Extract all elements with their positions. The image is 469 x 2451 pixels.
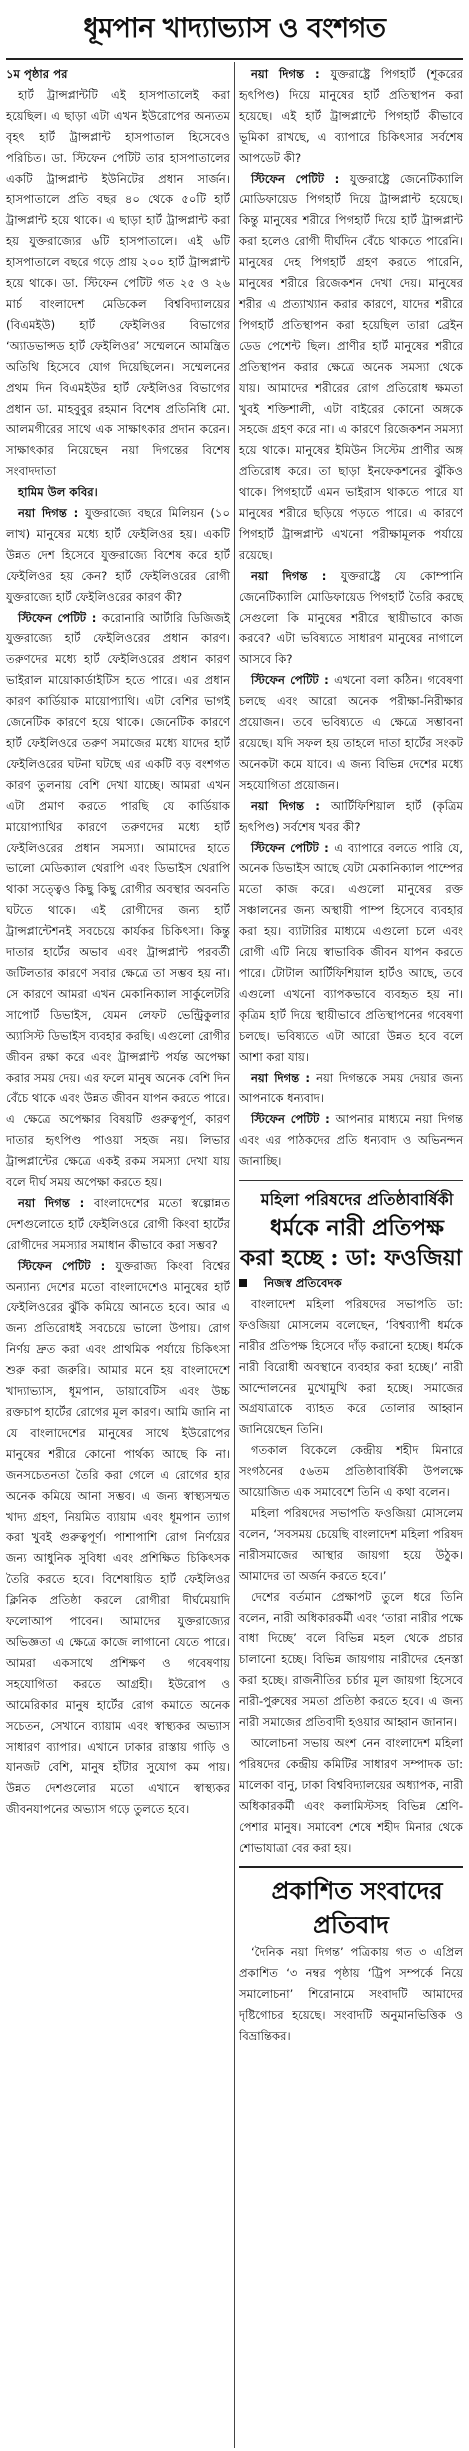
column-divider	[234, 62, 235, 2448]
qa-paragraph	[239, 670, 463, 795]
speaker-label: স্টিফেন পেটিট	[251, 673, 319, 688]
article-kicker: মহিলা পরিষদের প্রতিষ্ঠাবার্ষিকী	[260, 1190, 454, 1210]
speaker-separator: :	[304, 798, 331, 813]
speaker-text: যুক্তরাষ্ট্রে যে কোম্পানি জেনেটিক্যালি মোডিফায়েড পিগহার্ট তৈরি করছে সেগুলো কি মানুষের শরীরে স্থায়ীভাবে কাজ করবে? এটা ভবিষ্যতে সাধারণ মানুষের নাগালে আসবে কি?	[239, 568, 463, 667]
speaker-separator: :	[318, 673, 335, 688]
qa-paragraph	[6, 503, 230, 608]
qa-paragraph	[239, 169, 463, 566]
paragraph: দেশের বর্তমান প্রেক্ষাপট তুলে ধরে তিনি বলেন, নারী অধিকারকর্মী এবং ‘তারা নারীর পক্ষে বাধা দিচ্ছে’ বলে বিভিন্ন মহল থেকে প্রচার চালানো হচ্ছে। বিভিন্ন জায়গায় নারীদের হেনস্তা করা হচ্ছে। রাজনীতির চর্চার মূল জায়গা হিসেবে নারী-পুরুষের সমতা প্রতিষ্ঠা করতে হবে। এ জন্য নারী সমাজের প্রতিবাদী হওয়ার আহ্বান জানান।	[239, 1589, 463, 1730]
speaker-text: আপনার মাধ্যমে নয়া দিগন্ত এবং এর পাঠকদের প্রতি ধন্যবাদ ও অভিনন্দন জানাচ্ছি।	[239, 1112, 463, 1169]
speaker-text: আর্টিফিশিয়াল হার্ট (কৃত্রিম হৃৎপিণ্ড) সর্বশেষ খবর কী?	[239, 798, 463, 834]
headline-rule	[6, 58, 463, 60]
speaker-text: নয়া দিগন্তকে সময় দেয়ার জন্য আপনাকে ধন্যবাদ।	[239, 1070, 463, 1106]
speaker-text: করোনারি আর্টারি ডিজিজই যুক্তরাজ্যে হার্ট ফেইলিওরের প্রধান কারণ। তরুণদের মধ্যে হার্ট ফেইলিওরের প্রধান কারণ ভাইরাল মায়োকার্ডাইটিস হতে পারে। এর প্রধান কারণ কার্ডিয়াক মায়োপ্যাথি। এটা বেশির ভাগই জেনেটিক কারণে হয়ে থাকে। জেনেটিক কারণে হার্ট ফেইলিওরে তরুণ সমাজের মধ্যে যাদের হার্ট ফেইলিওরের ঘটনা ঘটছে এর একটি বড় বংশগত কারণ তুলনায় বেশি দেখা যাচ্ছে। আমরা এখন এটা প্রমাণ করতে পারছি যে কার্ডিয়াক মায়োপ্যাথির কারণে তরুণদের মধ্যে হার্ট ফেইলিওরের প্রধান সমস্যা। আমাদের হাতে ভালো মেডিক্যাল থেরাপি এবং ডিভাইস থেরাপি থাকা সত্ত্বেও কিছু কিছু রোগীর অবস্থার অবনতি ঘটতে থাকে। এই রোগীদের জন্য হার্ট ট্রান্সপ্লান্টেশনই সবচেয়ে কার্যকর চিকিৎসা। কিন্তু দাতার হার্টের অভাব এবং ট্রান্সপ্লান্ট পরবর্তী জটিলতার কারণে সবার ক্ষেত্রে তা সম্ভব হয় না। সে কারণে আমরা এখন মেকানিক্যাল সার্কুলেটরি সাপোর্ট ডিভাইস, যেমন লেফট ভেন্ট্রিকুলার অ্যাসিস্ট ডিভাইস ব্যবহার করছি। এগুলো রোগীর জীবন রক্ষা করে এবং ট্রান্সপ্লান্ট পর্যন্ত অপেক্ষা করার সময় দেয়। এর ফলে মানুষ অনেক বেশি দিন বেঁচে থাকে এবং উন্নত জীবন যাপন করতে পারে। এ ক্ষেত্রে অপেক্ষার বিষয়টি গুরুত্বপূর্ণ, কারণ দাতার হৃৎপিণ্ড পাওয়া সহজ নয়। লিভার ট্রান্সপ্লান্টের ক্ষেত্রে একই রকম সমস্যা দেখা যায় বলে দীর্ঘ সময় অপেক্ষা করতে হয়।	[6, 610, 230, 1190]
speaker-text: বাংলাদেশের মতো স্বল্পোন্নত দেশগুলোতে হার্ট ফেইলিওরে রোগী কিংবা হার্টের রোগীদের সমস্যার সমাধান কীভাবে করা সম্ভব?	[6, 1195, 230, 1252]
speaker-text: যুক্তরাষ্ট্রে পিগহার্ট (শূকরের হৃৎপিণ্ড) দিয়ে মানুষের হার্ট প্রতিস্থাপন করা হয়েছে। এই হার্ট ট্রান্সপ্লান্টে পিগহার্ট কীভাবে ভূমিকা রাখছে, এ ব্যাপারে চিকিৎসার সর্বশেষ আপডেট কী?	[239, 67, 463, 165]
qa-paragraph	[6, 608, 230, 1193]
square-bullet-icon	[239, 1279, 247, 1287]
speaker-text: এখনো বলা কঠিন। গবেষণা চলছে এবং আরো অনেক পরীক্ষা-নিরীক্ষার প্রয়োজন। তবে ভবিষ্যতে এ ক্ষেত্রে সম্ভাবনা রয়েছে। যদি সফল হয় তাহলে দাতা হার্টের সংকট অনেকটা কমে যাবে। এ জন্য বিভিন্ন দেশের মধ্যে সহযোগিতা প্রয়োজন।	[239, 673, 463, 792]
speaker-separator: :	[307, 568, 341, 583]
speaker-separator: :	[86, 610, 103, 625]
speaker-text: যুক্তরাজ্য কিংবা বিশ্বের অন্যান্য দেশের মতো বাংলাদেশেও মানুষের হার্ট ফেইলিওরের ঝুঁকি কমিয়ে আনতে হবে। আর এ জন্য প্রতিরোধই সবচেয়ে ভালো উপায়। রোগ নির্ণয় দ্রুত করা এবং প্রাথমিক পর্যায়ে চিকিৎসা শুরু করা জরুরি। আমার মনে হয় বাংলাদেশে খাদ্যাভ্যাস, ধূমপান, ডায়াবেটিস এবং উচ্চ রক্তচাপ হার্টের রোগের মূল কারণ। আমি জানি না যে বাংলাদেশের মানুষের সাথে ইউরোপের মানুষের শরীরে কোনো পার্থক্য আছে কি না। জনসচেতনতা তৈরি করা গেলে এ রোগের হার অনেক কমিয়ে আনা সম্ভব। এ জন্য স্বাস্থ্যসম্মত খাদ্য গ্রহণ, নিয়মিত ব্যায়াম এবং ধূমপান ত্যাগ করা খুবই গুরুত্বপূর্ণ। পাশাপাশি রোগ নির্ণয়ের জন্য আধুনিক সুবিধা এবং প্রশিক্ষিত চিকিৎসক তৈরি করতে হবে। বিশেষায়িত হার্ট ফেইলিওর ক্লিনিক প্রতিষ্ঠা করলে রোগীরা দীর্ঘমেয়াদি ফলোআপ পাবেন। আমাদের যুক্তরাজ্যের অভিজ্ঞতা এ ক্ষেত্রে কাজে লাগানো যেতে পারে। আমরা একসাথে প্রশিক্ষণ ও গবেষণায় সহযোগিতা করতে আগ্রহী। ইউরোপ ও আমেরিকার মানুষ হার্টের রোগ কমাতে অনেক সচেতন, সেখানে ব্যায়াম এবং স্বাস্থ্যকর অভ্যাস সাধারণ ব্যাপার। এখানে ঢাকার রাস্তায় গাড়ি ও যানজট বেশি, মানুষ হাঁটার সুযোগ কম পায়। উন্নত দেশগুলোর মতো এখানে স্বাস্থ্যকর জীবনযাপনের অভ্যাস গড়ে তুলতে হবে।	[6, 1258, 230, 1817]
speaker-separator: :	[318, 840, 335, 855]
qa-paragraph	[239, 838, 463, 1068]
speaker-label: স্টিফেন পেটিট	[18, 610, 87, 625]
article-headline: ধূমপান খাদ্যাভ্যাস ও বংশগত	[83, 13, 386, 44]
speaker-label: স্টিফেন পেটিট	[251, 171, 325, 186]
speaker-separator: :	[299, 1070, 317, 1085]
women-council-article	[239, 1180, 463, 1858]
speaker-separator: :	[69, 1195, 94, 1210]
speaker-label: নয়া দিগন্ত	[251, 67, 305, 81]
qa-paragraph	[239, 64, 463, 169]
right-column	[239, 64, 463, 2047]
speaker-label: স্টিফেন পেটিট	[251, 840, 319, 855]
speaker-separator: :	[319, 1112, 336, 1127]
paragraph: হার্ট ট্রান্সপ্লান্টটি এই হাসপাতালেই করা হয়েছিল। এ ছাড়া এটা এখন ইউরোপের অন্যতম বৃহৎ হার্ট ট্রান্সপ্লান্ট হাসপাতাল হিসেবেও পরিচিত। ডা. স্টিফেন পেটিট তার হাসপাতালের একটি ট্রান্সপ্লান্ট ইউনিটের প্রধান সার্জন। হাসপাতালে প্রতি বছর ৪০ থেকে ৫০টি হার্ট ট্রান্সপ্লান্ট হয়ে থাকে। এ ছাড়া হার্ট ট্রান্সপ্লান্ট করা হয় যুক্তরাজ্যের ৬টি হাসপাতালে। এই ৬টি হাসপাতালে বছরে গড়ে প্রায় ২০০ হার্ট ট্রান্সপ্লান্ট হয়ে থাকে। ডা. স্টিফেন পেটিট গত ২৫ ও ২৬ মার্চ বাংলাদেশ মেডিকেল বিশ্ববিদ্যালয়ের (বিএমইউ) হার্ট ফেইলিওর বিভাগের ‘অ্যাডভান্সড হার্ট ফেইলিওর’ সম্মেলনে আমন্ত্রিত অতিথি হিসেবে যোগ দিয়েছিলেন। সম্মেলনের প্রথম দিন বিএমইউর হার্ট ফেইলিওর বিভাগের প্রধান ডা. মাহবুবুর রহমান বিশেষ প্রতিনিধি মো. আলমগীরের সাথে এক সাক্ষাৎকার প্রদান করেন। সাক্ষাৎকার নিয়েছেন নয়া দিগন্তের বিশেষ সংবাদদাতা	[6, 87, 230, 479]
interviewer-byline: হামিম উল কবির।	[18, 485, 98, 500]
qa-paragraph	[239, 1068, 463, 1110]
speaker-label: নয়া দিগন্ত	[18, 1195, 70, 1210]
speaker-label: নয়া দিগন্ত	[18, 506, 67, 521]
speaker-label: স্টিফেন পেটিট	[251, 1112, 320, 1127]
rejoinder-article	[239, 1866, 463, 2047]
speaker-separator: :	[66, 506, 86, 521]
qa-paragraph	[6, 1256, 230, 1820]
speaker-label: নয়া দিগন্ত	[251, 1070, 300, 1085]
left-column	[6, 64, 230, 1820]
qa-paragraph	[239, 1109, 463, 1172]
speaker-label: স্টিফেন পেটিট	[18, 1258, 91, 1273]
speaker-label: নয়া দিগন্ত	[251, 568, 308, 583]
paragraph: বাংলাদেশ মহিলা পরিষদের সভাপতি ডা: ফওজিয়া মোসলেম বলেছেন, ‘বিশ্বব্যাপী ধর্মকে নারীর প্রতিপক্ষ হিসেবে দাঁড় করানো হচ্ছে। ধর্মকে নারী বিরোধী অবস্থানে ব্যবহার করা হচ্ছে।’ নারী আন্দোলনের মুখোমুখি করা হচ্ছে। সমাজের অগ্রযাত্রাকে ব্যাহত করে তোলার আহ্বান জানিয়েছেন তিনি।	[239, 1296, 463, 1437]
qa-paragraph	[239, 796, 463, 838]
speaker-text: এ ব্যাপারে বলতে পারি যে, অনেক ডিভাইস আছে যেটা মেকানিক্যাল পাম্পের মতো কাজ করে। এগুলো মানুষের রক্ত সঞ্চালনের জন্য অস্থায়ী পাম্প হিসেবে ব্যবহার করা হয়। ব্যাটারির মাধ্যমে এগুলো চলে এবং রোগী এটি নিয়ে স্বাভাবিক জীবন যাপন করতে পারে। টোটাল আর্টিফিশিয়াল হার্টও আছে, তবে এগুলো এখনো ব্যাপকভাবে ব্যবহৃত হয় না। কৃত্রিম হার্ট দিয়ে স্থায়ীভাবে প্রতিস্থাপনের গবেষণা চলছে। ভবিষ্যতে এটা আরো উন্নত হবে বলে আশা করা যায়।	[239, 840, 463, 1064]
speaker-separator: :	[90, 1258, 116, 1273]
paragraph: গতকাল বিকেলে কেন্দ্রীয় শহীদ মিনারে সংগঠনের ৫৬তম প্রতিষ্ঠাবার্ষিকী উপলক্ষে আয়োজিত এক সমাবেশে তিনি এ কথা বলেন।	[239, 1443, 463, 1500]
reporter-name: নিজস্ব প্রতিবেদক	[264, 1276, 342, 1291]
speaker-text: যুক্তরাজ্যে বছরে মিলিয়ন (১০ লাখ) মানুষের মধ্যে হার্ট ফেইলিওর হয়। একটি উন্নত দেশ হিসেবে যুক্তরাজ্যে বিশেষ করে হার্ট ফেইলিওর হয় কেন? হার্ট ফেইলিওরের রোগী যুক্তরাজ্যে হার্ট ফেইলিওরের কারণ কী?	[6, 506, 230, 604]
continued-marker: ১ম পৃষ্ঠার পর	[6, 67, 68, 81]
speaker-separator: :	[324, 171, 350, 186]
paragraph: আলোচনা সভায় অংশ নেন বাংলাদেশ মহিলা পরিষদের কেন্দ্রীয় কমিটির সাধারণ সম্পাদক ডা: মালেকা বানু, ঢাকা বিশ্ববিদ্যালয়ের অধ্যাপক, নারী অধিকারকর্মী এবং কলামিস্টসহ বিভিন্ন শ্রেণি-পেশার মানুষ। সমাবেশ শেষে শহীদ মিনার থেকে শোভাযাত্রা বের করা হয়।	[239, 1735, 463, 1855]
qa-paragraph	[6, 1193, 230, 1256]
rejoinder-title: প্রকাশিত সংবাদের প্রতিবাদ	[271, 1876, 443, 1940]
paragraph: মহিলা পরিষদের সভাপতি ফওজিয়া মোসলেম বলেন, ‘সবসময় চেয়েছি বাংলাদেশ মহিলা পরিষদ নারীসমাজের আস্থার জায়গা হয়ে উঠুক। আমাদের তা অর্জন করতে হবে।’	[239, 1506, 463, 1583]
article-title: ধর্মকে নারী প্রতিপক্ষ করা হচ্ছে : ডা: ফওজিয়া	[239, 1215, 463, 1272]
speaker-text: যুক্তরাষ্ট্রে জেনেটিক্যালি মোডিফায়েড পিগহার্ট দিয়ে ট্রান্সপ্লান্ট হয়েছে। কিন্তু মানুষের শরীরে পিগহার্ট দিয়ে হার্ট ট্রান্সপ্লান্ট করা হলেও রোগী দীর্ঘদিন বেঁচে থাকতে পারেনি। মানুষের দেহ পিগহার্ট গ্রহণ করতে পারেনি, মানুষের শরীরে রিজেকশন দেখা দেয়। মানুষের শরীর এ প্রত্যাখ্যান করার কারণে, যাদের শরীরে পিগহার্ট প্রতিস্থাপন করা হয়েছিল তারা ব্রেইন ডেড পেশেন্ট ছিল। প্রাণীর হার্ট মানুষের শরীরে প্রতিস্থাপন করার ক্ষেত্রে অনেক সমস্যা থেকে যায়। আমাদের শরীরের রোগ প্রতিরোধ ক্ষমতা খুবই শক্তিশালী, এটা বাইরের কোনো অঙ্গকে সহজে গ্রহণ করে না। এ কারণে রিজেকশন সমস্যা হয়ে থাকে। মানুষের ইমিউন সিস্টেম প্রাণীর অঙ্গ প্রতিরোধ করে। তা ছাড়া ইনফেকশনের ঝুঁকিও থাকে। পিগহার্টে এমন ভাইরাস থাকতে পারে যা মানুষের শরীরে ছড়িয়ে পড়তে পারে। এ কারণে পিগহার্ট ট্রান্সপ্লান্ট এখনো পরীক্ষামূলক পর্যায়ে রয়েছে।	[239, 171, 463, 562]
paragraph: ‘দৈনিক নয়া দিগন্ত’ পত্রিকায় গত ৩ এপ্রিল প্রকাশিত ‘৩ নম্বর পৃষ্ঠায় ‘ট্রিপ সম্পর্কে নিয়ে সমালোচনা’ শিরোনামে সংবাদটি আমাদের দৃষ্টিগোচর হয়েছে। সংবাদটি অনুমানভিত্তিক ও বিভ্রান্তিকর।	[239, 1945, 463, 2044]
qa-paragraph	[239, 566, 463, 671]
reporter-line	[239, 1273, 463, 1294]
speaker-separator: :	[304, 67, 331, 81]
speaker-label: নয়া দিগন্ত	[251, 798, 305, 813]
